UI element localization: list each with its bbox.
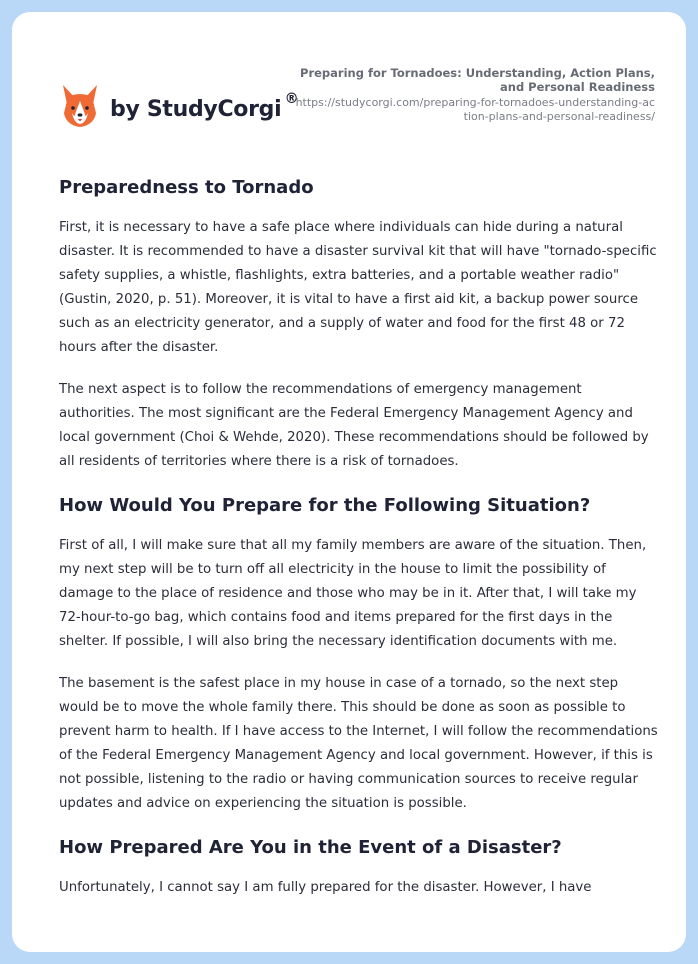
section-how-prepared: [59, 834, 659, 900]
paragraph: Unfortunately, I cannot say I am fully prepared for the disaster. However, I have: [59, 880, 592, 895]
paragraph: First of all, I will make sure that all my family members are aware of the situation. Then, my next step will be to turn off all electricity in the house to limit the possibility of damage to the place of residence and those who may be in it. After that, I will take my 72-hour-to-go bag, which contains food and items prepared for the first days in the shelter. If possible, I will also bring the necessary identification documents with me.: [59, 538, 647, 649]
section-heading: How Would You Prepare for the Following Situation?: [59, 495, 591, 516]
article-body: [59, 174, 659, 918]
section-preparedness: [59, 174, 659, 474]
document-card: [12, 12, 686, 952]
brand-name: by StudyCorgi ®: [110, 90, 299, 122]
section-how-prepare: [59, 492, 659, 816]
studycorgi-logo[interactable]: [60, 76, 299, 136]
document-url[interactable]: https://studycorgi.com/preparing-for-tornadoes-understanding-action-plans-and-personal-readiness/: [295, 96, 655, 123]
paragraph: The basement is the safest place in my house in case of a tornado, so the next step would be to move the whole family there. This should be done as soon as possible to prevent harm to health. If I have access to the Internet, I will follow the recommendations of the Federal Emergency Management Agency and local government. However, if this is not possible, listening to the radio or having communication sources to receive regular updates and advice on experiencing the situation is possible.: [59, 676, 658, 811]
section-heading: How Prepared Are You in the Event of a Disaster?: [59, 837, 562, 858]
registered-mark: ®: [284, 90, 299, 107]
section-heading: Preparedness to Tornado: [59, 177, 314, 198]
paragraph: The next aspect is to follow the recommendations of emergency management authorities. The most significant are the Federal Emergency Management Agency and local government (Choi & Wehde, 2020). These recommendations should be followed by all residents of territories where there is a risk of tornadoes.: [59, 382, 649, 469]
paragraph: First, it is necessary to have a safe place where individuals can hide during a natural disaster. It is recommended to have a disaster survival kit that will have "tornado-specific safety supplies, a whistle, flashlights, extra batteries, and a portable weather radio" (Gustin, 2020, p. 51). Moreover, it is vital to have a first aid kit, a backup power source such as an electricity generator, and a supply of water and food for the first 48 or 72 hours after the disaster.: [59, 220, 657, 355]
document-meta: [295, 66, 655, 124]
corgi-icon: [60, 83, 100, 129]
document-title: Preparing for Tornadoes: Understanding, Action Plans, and Personal Readiness: [300, 66, 655, 94]
